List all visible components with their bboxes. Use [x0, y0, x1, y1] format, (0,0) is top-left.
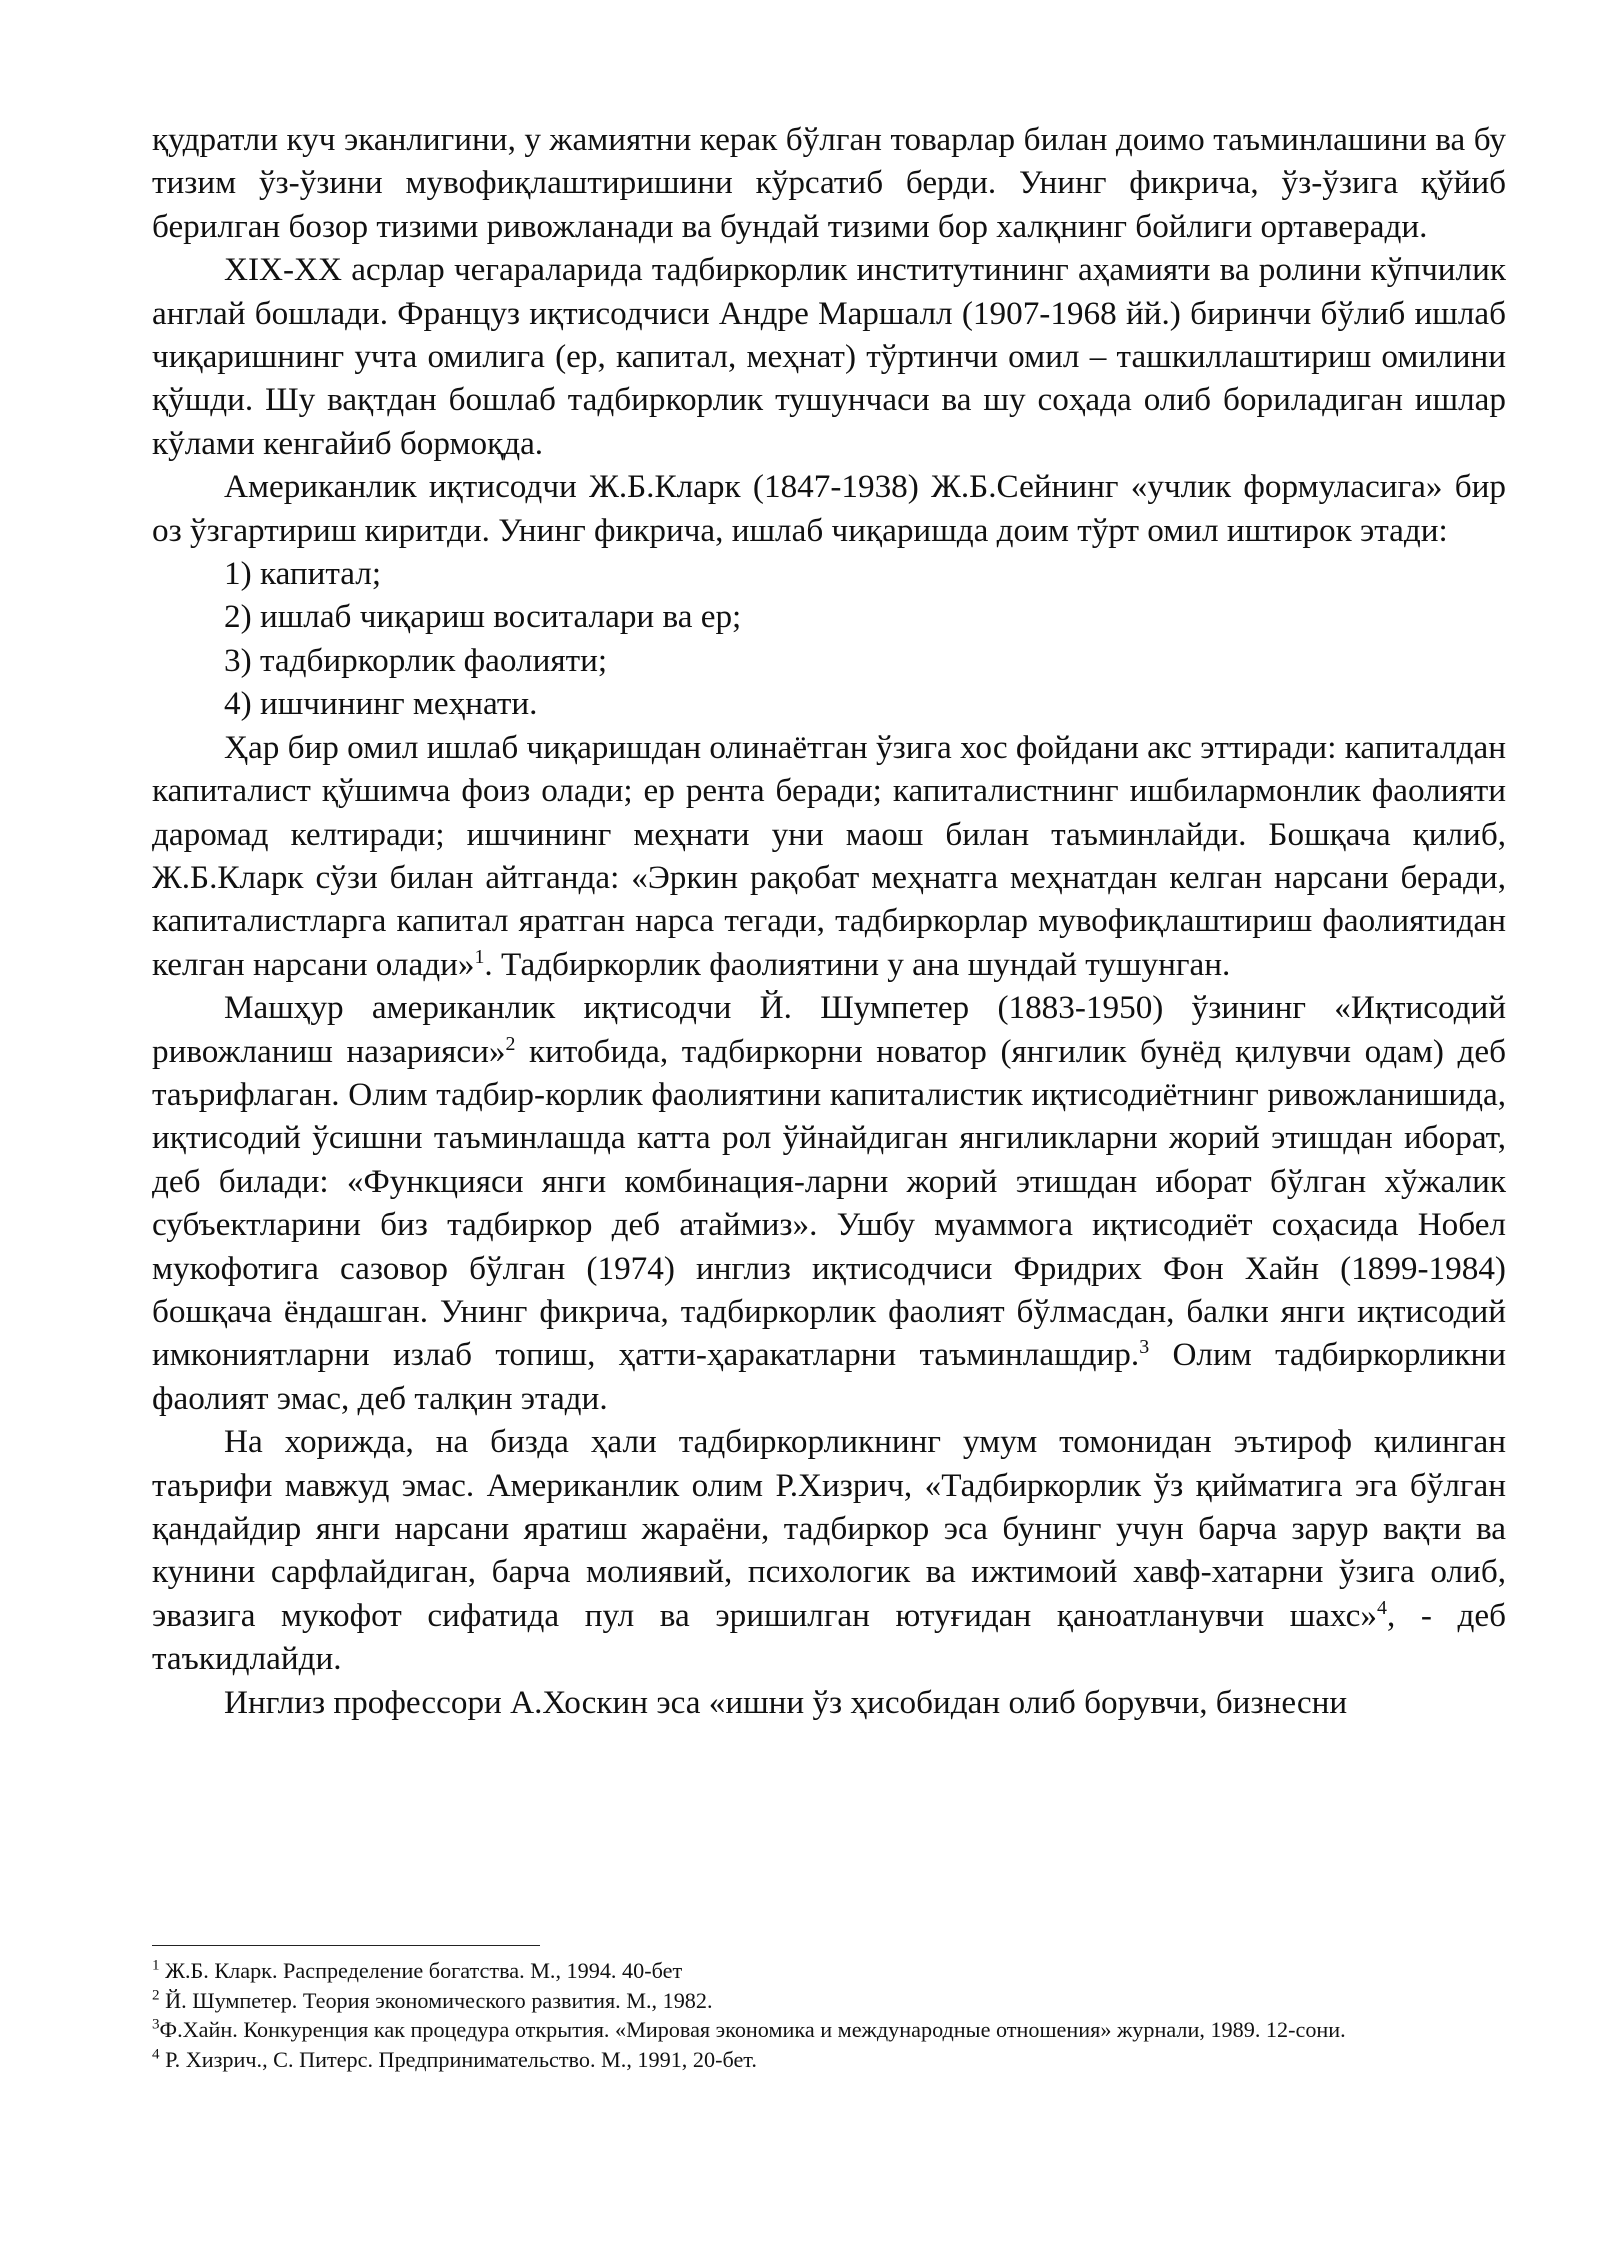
footnote-mark: 4 — [152, 2046, 160, 2063]
paragraph-3: Американлик иқтисодчи Ж.Б.Кларк (1847-1938) Ж.Б.Сейнинг «учлик формуласига» бир оз ўзгартириш киритди. Унинг фикрича, ишлаб чиқаришда доим тўрт омил иштирок этади: — [152, 468, 1506, 549]
paragraph-7: Инглиз профессори А.Хоскин эса «ишни ўз ҳисобидан олиб борувчи, бизнесни — [224, 1683, 1348, 1721]
paragraph-1: қудратли куч эканлигини, у жамиятни керак бўлган товарлар билан доимо таъминлашини ва бу тизим ўз-ўзини мувофиқлаштиришини кўрсатиб берди. Унинг фикрича, ўз-ўзига қўйиб берилган бозор тизими ривожланади ва бундай тизими бор халқнинг бойлиги ортаверади. — [152, 121, 1506, 245]
footnotes — [152, 1956, 1506, 2074]
footnote: $^4$ Р. Хизрич., С. Питерс. Предпринимательство. М., 1991, 20-бет. — [152, 2046, 757, 2072]
footnote-ref: 3 — [1139, 1336, 1150, 1359]
footnote-ref: 2 — [505, 1032, 516, 1055]
body-text — [152, 118, 1506, 1724]
footnote-ref: 1 — [474, 945, 485, 968]
footnote-mark: 3 — [152, 2016, 160, 2033]
list-item: 4) ишчининг меҳнати. — [224, 685, 538, 723]
footnote: $^3$Ф.Хайн. Конкуренция как процедура открытия. «Мировая экономика и международные отношения» журнали, 1989. 12-сони. — [152, 2016, 1346, 2043]
footnote: $^2$ Й. Шумпетер. Теория экономического развития. М., 1982. — [152, 1987, 713, 2013]
footnote-mark: 1 — [152, 1957, 160, 1974]
footnote-separator — [152, 1945, 540, 1946]
list-item: 1) капитал; — [224, 555, 382, 593]
paragraph-4: Ҳар бир омил ишлаб чиқаришдан олинаётган ўзига хос фойдани акс эттиради: капиталдан капиталист қўшимча фоиз олади; ер рента беради; капиталистнинг ишбилармонлик фаолияти даромад келтиради; ишчининг меҳнати уни маош билан таъминлайди. Бошқача қилиб, Ж.Б.Кларк сўзи билан айтганда: «Эркин рақобат меҳнатга меҳнатдан келган нарсани беради, капиталистларга капитал яратган нарса тегади, тадбиркорлар мувофиқлаштириш фаолиятидан келган нарсани олади»$^1$. Тадбиркорлик фаолиятини у ана шундай тушунган. — [152, 728, 1507, 983]
paragraph-5: Машҳур американлик иқтисодчи Й. Шумпетер (1883-1950) ўзининг «Иқтисодий ривожланиш назарияси»$^2$ китобида, тадбиркорни новатор (янгилик бунёд қилувчи одам) деб таърифлаган. Олим тадбир-корлик фаолиятини капиталистик иқтисодиётнинг ривожланишида, иқтисодий ўсишни таъминлашда катта рол ўйнайдиган янгиликларни жорий этишдан иборат, деб билади: «Функцияси янги комбинация-ларни жорий этишдан иборат бўлган хўжалик субъектларини биз тадбиркор деб атаймиз». Ушбу муаммога иқтисодиёт соҳасида Нобел мукофотига сазовор бўлган (1974) инглиз иқтисодчиси Фридрих Фон Хайн (1899-1984) бошқача ёндашган. Унинг фикрича, тадбиркорлик фаолият бўлмасдан, балки янги иқтисодий имкониятларни излаб топиш, ҳатти-ҳаракатларни таъминлашдир.$^3$ Олим тадбиркорликни фаолият эмас, деб талқин этади. — [152, 989, 1506, 1417]
footnote: $^1$ Ж.Б. Кларк. Распределение богатства. М., 1994. 40-бет — [152, 1957, 683, 1983]
footnote-mark: 2 — [152, 1987, 160, 2004]
paragraph-2: XIX-XX асрлар чегараларида тадбиркорлик институтининг аҳамияти ва ролини кўпчилик англай бошлади. Француз иқтисодчиси Андре Маршалл (1907-1968 йй.) биринчи бўлиб ишлаб чиқаришнинг учта омилига (ер, капитал, меҳнат) тўртинчи омил – ташкиллаштириш омилини қўшди. Шу вақтдан бошлаб тадбиркорлик тушунчаси ва шу соҳада олиб бориладиган ишлар кўлами кенгайиб бормоқда. — [152, 251, 1506, 462]
footnote-ref: 4 — [1376, 1596, 1387, 1619]
list-item: 3) тадбиркорлик фаолияти; — [224, 641, 608, 679]
paragraph-6: На хорижда, на бизда ҳали тадбиркорликнинг умум томонидан эътироф қилинган таърифи мавжуд эмас. Американлик олим Р.Хизрич, «Тадбиркорлик ўз қийматига эга бўлган қандайдир янги нарсани яратиш жараёни, тадбиркор эса бунинг учун барча зарур вақти ва кунини сарфлайдиган, барча молиявий, психологик ва ижтимоий хавф-хатарни ўзига олиб, эвазига мукофот сифатида пул ва эришилган ютуғидан қаноатланувчи шахс»$^4$, - деб таъкидлайди. — [152, 1423, 1506, 1678]
list-item: 2) ишлаб чиқариш воситалари ва ер; — [224, 598, 742, 636]
